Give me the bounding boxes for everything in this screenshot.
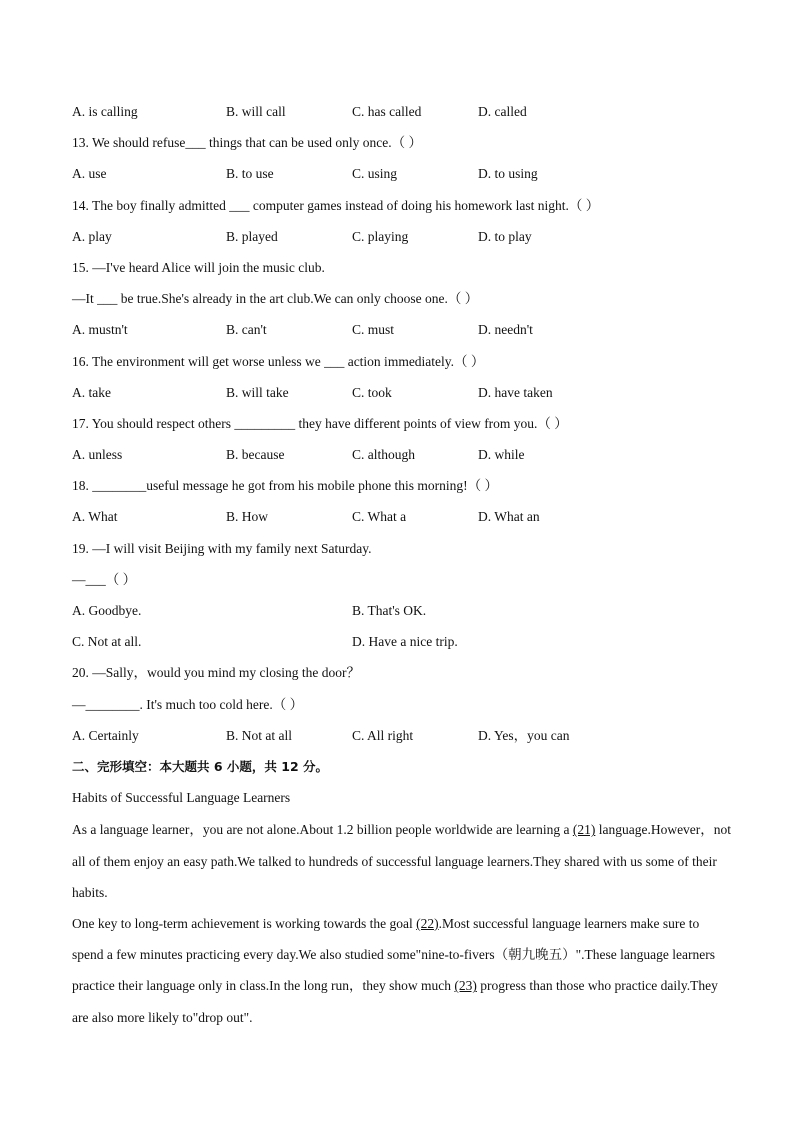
option-b: B. to use <box>226 166 274 182</box>
passage-paragraph-1: As a language learner，you are not alone.About 1.2 billion people worldwide are learning a (21) language.However，not all of them enjoy an easy path.We talked to hundreds of successful language learners.They shared with us some of their habits. <box>72 822 732 900</box>
q18-options <box>72 507 732 538</box>
q16-stem: 16. The environment will get worse unless we ___ action immediately.（ ） <box>72 353 485 369</box>
q19-stem: 19. —I will visit Beijing with my family next Saturday. <box>72 540 372 556</box>
option-a: A. take <box>72 384 111 400</box>
q14-options <box>72 227 732 258</box>
option-b: B. will take <box>226 384 289 400</box>
option-c: C. must <box>352 322 395 338</box>
option-c: C. has called <box>352 104 422 119</box>
option-a: A. mustn't <box>72 322 128 338</box>
option-c: C. Not at all. <box>72 634 142 650</box>
option-a: A. play <box>72 228 112 244</box>
section-heading: 二、完形填空：本大题共 6 小题，共 12 分。 <box>72 758 329 774</box>
exam-page <box>72 102 732 1033</box>
q17-stem: 17. You should respect others _________ they have different points of view from you.（ ） <box>72 415 568 431</box>
option-d: D. needn't <box>478 322 533 338</box>
option-c: C. playing <box>352 228 409 244</box>
passage-paragraph-2: One key to long-term achievement is working towards the goal (22).Most successful language learners make sure to spend a few minutes practicing every day.We also studied some"nine-to-fivers（朝九晚五）".These language learners practice their language only in class.In the long run，they show much (23) progress than those who practice daily.They are also more likely to"drop out". <box>72 915 718 1025</box>
q19-options-ab <box>72 601 732 632</box>
q14-stem: 14. The boy finally admitted ___ computer games instead of doing his homework last night.（ ） <box>72 197 600 213</box>
option-b: B. That's OK. <box>352 603 427 618</box>
q15-stem: 15. —I've heard Alice will join the music club. <box>72 259 325 275</box>
q17-options <box>72 445 732 476</box>
q15-options <box>72 320 732 351</box>
option-a: A. is calling <box>72 104 138 119</box>
option-d: D. What an <box>478 509 540 525</box>
option-a: A. unless <box>72 447 123 463</box>
q18-stem: 18. ________useful message he got from his mobile phone this morning!（ ） <box>72 478 498 494</box>
option-b: B. because <box>226 447 285 463</box>
option-c: C. All right <box>352 727 414 743</box>
option-c: C. What a <box>352 509 407 525</box>
option-a: A. Goodbye. <box>72 603 142 618</box>
option-c: C. using <box>352 166 398 182</box>
passage-title: Habits of Successful Language Learners <box>72 790 291 806</box>
q20-stem-reply: —________. It's much too cold here.（ ） <box>72 696 304 712</box>
blank-21: (21) <box>572 822 596 838</box>
q20-options <box>72 726 732 757</box>
option-b: B. How <box>226 509 269 525</box>
option-c: C. took <box>352 384 392 400</box>
option-d: D. Have a nice trip. <box>352 634 458 650</box>
option-b: B. can't <box>226 322 267 338</box>
option-d: D. have taken <box>478 384 553 400</box>
blank-23: (23) <box>454 978 477 994</box>
option-d: D. while <box>478 447 525 463</box>
option-b: B. Not at all <box>226 727 292 743</box>
blank-22: (22) <box>416 915 439 931</box>
q20-stem: 20. —Sally，would you mind my closing the door？ <box>72 665 360 681</box>
q15-stem-reply: —It ___ be true.She's already in the art club.We can only choose one.（ ） <box>72 291 479 307</box>
q16-options <box>72 383 732 414</box>
option-d: D. Yes，you can <box>478 727 570 743</box>
q13-options <box>72 164 732 195</box>
option-a: A. Certainly <box>72 727 139 743</box>
q19-options-cd <box>72 632 732 663</box>
q12-options <box>72 102 732 133</box>
option-b: B. played <box>226 228 278 244</box>
option-d: D. called <box>478 104 527 119</box>
option-b: B. will call <box>226 104 286 119</box>
option-a: A. use <box>72 166 107 182</box>
q13-stem: 13. We should refuse___ things that can be used only once.（ ） <box>72 135 422 151</box>
option-d: D. to play <box>478 228 532 244</box>
option-c: C. although <box>352 447 415 463</box>
option-d: D. to using <box>478 166 538 182</box>
q19-stem-reply: —___（ ） <box>72 571 137 587</box>
option-a: A. What <box>72 509 118 525</box>
